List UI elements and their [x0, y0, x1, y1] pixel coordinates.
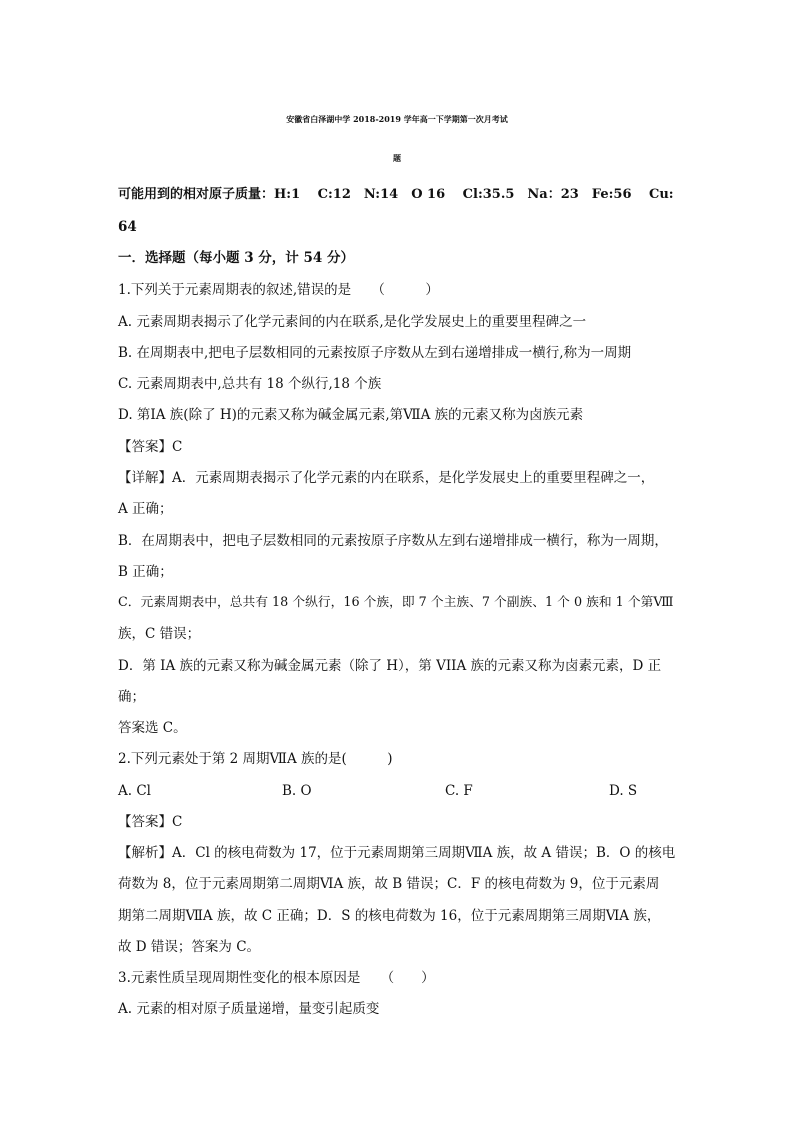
page-title-continued: 题	[393, 153, 401, 163]
q2-explanation-line: 荷数为 8，位于元素周期第二周期ⅥA 族，故 B 错误；C．F 的核电荷数为 9，位于元素周	[118, 876, 660, 892]
q1-answer: 【答案】C	[118, 439, 183, 455]
q2-explanation-line: 故 D 错误；答案为 C。	[118, 939, 261, 955]
q1-explanation-line: B．在周期表中，把电子层数相同的元素按原子序数从左到右递增排成一横行，称为一周期，	[118, 533, 668, 549]
q2-explanation-line: 期第二周期ⅦA 族，故 C 正确；D．S 的核电荷数为 16，位于元素周期第三周期ⅥA 族，	[118, 908, 661, 924]
atomic-mass-line-continued: 64	[118, 219, 137, 235]
q1-explanation-line: 确；	[118, 689, 145, 705]
q1-option-a: A. 元素周期表揭示了化学元素间的内在联系,是化学发展史上的重要里程碑之一	[118, 314, 587, 330]
q3-option-a: A. 元素的相对原子质量递增，量变引起质变	[118, 1001, 380, 1017]
q1-explanation-line: D．第 IA 族的元素又称为碱金属元素（除了 H），第 VIIA 族的元素又称为卤素元素，D 正	[118, 658, 662, 674]
q2-option-c: C. F	[445, 783, 473, 799]
q1-explanation-line: B 正确；	[118, 564, 173, 580]
q2-option-d: D. S	[609, 783, 638, 799]
page-title: 安徽省白泽湖中学 2018-2019 学年高一下学期第一次月考试	[286, 114, 508, 124]
q1-option-d: D. 第ⅠA 族(除了 H)的元素又称为碱金属元素,第ⅦA 族的元素又称为卤族元素	[118, 407, 584, 423]
q1-explanation-line: A 正确；	[118, 501, 173, 517]
atomic-mass-line: 可能用到的相对原子质量：H:1 C:12 N:14 O 16 Cl:35.5 Na：23 Fe:56 Cu:	[118, 187, 674, 202]
section-heading: 一．选择题（每小题 3 分，计 54 分）	[118, 250, 354, 266]
q1-explanation-line: C．元素周期表中，总共有 18 个纵行，16 个族，即 7 个主族、7 个副族、1 个 0 族和 1 个第Ⅷ	[118, 595, 674, 610]
q1-explanation-line: 【详解】A．元素周期表揭示了化学元素的内在联系，是化学发展史上的重要里程碑之一，	[118, 470, 655, 486]
q1-option-c: C. 元素周期表中,总共有 18 个纵行,18 个族	[118, 376, 382, 392]
q1-option-b: B. 在周期表中,把电子层数相同的元素按原子序数从左到右递增排成一横行,称为一周期	[118, 345, 632, 361]
q1-explanation-line: 族，C 错误；	[118, 626, 201, 642]
q2-option-b: B. O	[282, 783, 312, 799]
q2-stem: 2.下列元素处于第 2 周期ⅦA 族的是( )	[118, 751, 393, 767]
q2-explanation-line: 【解析】A．Cl 的核电荷数为 17，位于元素周期第三周期ⅦA 族，故 A 错误；B．O 的核电	[118, 845, 676, 861]
q2-option-a: A. Cl	[118, 783, 151, 799]
q3-stem: 3.元素性质呈现周期性变化的根本原因是 （ ）	[118, 970, 435, 986]
q1-explanation-line: 答案选 C。	[118, 720, 187, 736]
q1-stem: 1.下列关于元素周期表的叙述,错误的是 （ ）	[118, 282, 439, 298]
q2-answer: 【答案】C	[118, 814, 183, 830]
